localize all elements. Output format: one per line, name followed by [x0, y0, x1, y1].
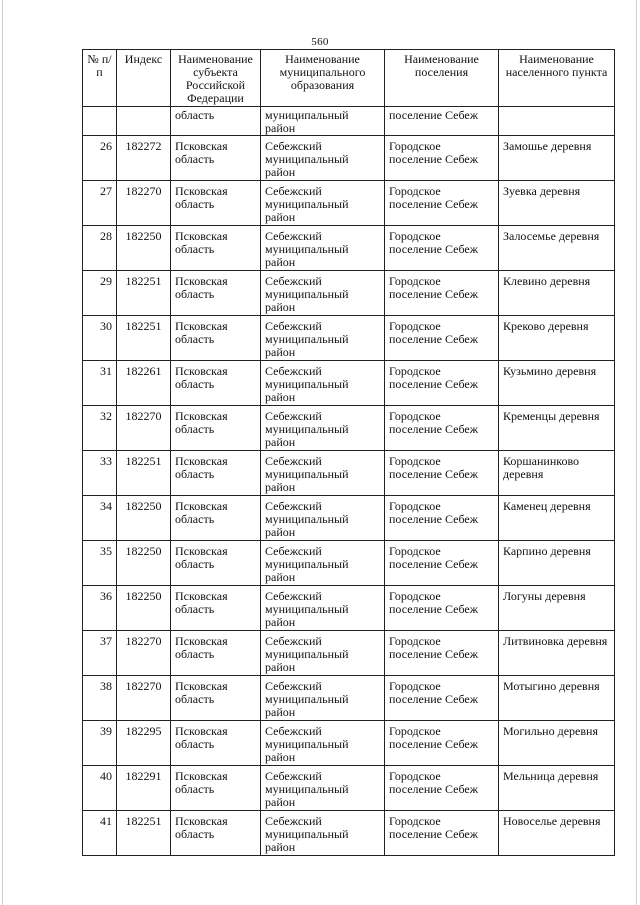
scan-edge-right	[636, 0, 637, 905]
cell-subject: область	[171, 107, 261, 136]
scan-edge-left	[2, 0, 3, 905]
cell-locality: Клевино деревня	[499, 271, 615, 316]
cell-municipal: Себежский муниципальный район	[261, 676, 385, 721]
cell-settlement: Городское поселение Себеж	[385, 676, 499, 721]
table-row	[83, 721, 615, 766]
table-row	[83, 676, 615, 721]
cell-subject: Псковская область	[171, 721, 261, 766]
page-number: 560	[311, 36, 329, 48]
cell-index: 182270	[117, 631, 171, 676]
cell-num: 30	[83, 316, 117, 361]
cell-municipal: Себежский муниципальный район	[261, 316, 385, 361]
cell-index: 182295	[117, 721, 171, 766]
cell-num: 31	[83, 361, 117, 406]
cell-settlement: Городское поселение Себеж	[385, 766, 499, 811]
cell-settlement: Городское поселение Себеж	[385, 181, 499, 226]
table-header	[83, 50, 615, 107]
cell-settlement: поселение Себеж	[385, 107, 499, 136]
table-row	[83, 181, 615, 226]
cell-num: 35	[83, 541, 117, 586]
cell-locality: Новоселье деревня	[499, 811, 615, 856]
cell-index: 182250	[117, 496, 171, 541]
cell-settlement: Городское поселение Себеж	[385, 811, 499, 856]
table-row	[83, 451, 615, 496]
cell-num: 40	[83, 766, 117, 811]
cell-subject: Псковская область	[171, 406, 261, 451]
cell-index: 182251	[117, 811, 171, 856]
cell-num: 39	[83, 721, 117, 766]
cell-index: 182270	[117, 181, 171, 226]
cell-settlement: Городское поселение Себеж	[385, 586, 499, 631]
table-row	[83, 541, 615, 586]
cell-municipal: Себежский муниципальный район	[261, 541, 385, 586]
cell-num: 37	[83, 631, 117, 676]
cell-municipal: Себежский муниципальный район	[261, 451, 385, 496]
cell-index: 182250	[117, 586, 171, 631]
cell-locality: Логуны деревня	[499, 586, 615, 631]
cell-municipal: Себежский муниципальный район	[261, 271, 385, 316]
header-num: № п/п	[83, 50, 117, 107]
cell-subject: Псковская область	[171, 226, 261, 271]
table-row	[83, 766, 615, 811]
cell-subject: Псковская область	[171, 271, 261, 316]
cell-num: 29	[83, 271, 117, 316]
cell-locality: Кузьмино деревня	[499, 361, 615, 406]
cell-settlement: Городское поселение Себеж	[385, 406, 499, 451]
cell-settlement: Городское поселение Себеж	[385, 271, 499, 316]
cell-index: 182250	[117, 541, 171, 586]
cell-index: 182270	[117, 406, 171, 451]
cell-locality: Кременцы деревня	[499, 406, 615, 451]
cell-index: 182270	[117, 676, 171, 721]
table-row	[83, 586, 615, 631]
cell-locality: Каменец деревня	[499, 496, 615, 541]
cell-subject: Псковская область	[171, 181, 261, 226]
cell-subject: Псковская область	[171, 496, 261, 541]
cell-locality: Замошье деревня	[499, 136, 615, 181]
cell-locality: Литвиновка деревня	[499, 631, 615, 676]
cell-index	[117, 107, 171, 136]
settlements-table	[82, 49, 615, 856]
table-row	[83, 406, 615, 451]
cell-locality: Коршанинково деревня	[499, 451, 615, 496]
cell-num	[83, 107, 117, 136]
cell-index: 182272	[117, 136, 171, 181]
header-index: Индекс	[117, 50, 171, 107]
cell-locality: Мотыгино деревня	[499, 676, 615, 721]
header-subject: Наименование субъекта Российской Федерации	[171, 50, 261, 107]
cell-num: 38	[83, 676, 117, 721]
cell-num: 32	[83, 406, 117, 451]
cell-subject: Псковская область	[171, 316, 261, 361]
header-municipal: Наименование муниципального образования	[261, 50, 385, 107]
cell-municipal: муниципальный район	[261, 107, 385, 136]
cell-settlement: Городское поселение Себеж	[385, 316, 499, 361]
cell-municipal: Себежский муниципальный район	[261, 181, 385, 226]
cell-num: 33	[83, 451, 117, 496]
cell-settlement: Городское поселение Себеж	[385, 226, 499, 271]
cell-subject: Псковская область	[171, 586, 261, 631]
cell-municipal: Себежский муниципальный район	[261, 136, 385, 181]
cell-settlement: Городское поселение Себеж	[385, 721, 499, 766]
cell-settlement: Городское поселение Себеж	[385, 496, 499, 541]
cell-num: 26	[83, 136, 117, 181]
cell-subject: Псковская область	[171, 541, 261, 586]
continuation-row	[83, 107, 615, 136]
cell-subject: Псковская область	[171, 766, 261, 811]
cell-municipal: Себежский муниципальный район	[261, 226, 385, 271]
cell-locality: Зуевка деревня	[499, 181, 615, 226]
table-row	[83, 496, 615, 541]
cell-locality: Залосемье деревня	[499, 226, 615, 271]
cell-settlement: Городское поселение Себеж	[385, 136, 499, 181]
table-body	[83, 107, 615, 856]
cell-index: 182251	[117, 316, 171, 361]
cell-subject: Псковская область	[171, 676, 261, 721]
cell-municipal: Себежский муниципальный район	[261, 361, 385, 406]
table-row	[83, 226, 615, 271]
cell-index: 182251	[117, 451, 171, 496]
cell-num: 34	[83, 496, 117, 541]
table-row	[83, 811, 615, 856]
cell-municipal: Себежский муниципальный район	[261, 586, 385, 631]
cell-index: 182261	[117, 361, 171, 406]
cell-num: 28	[83, 226, 117, 271]
cell-settlement: Городское поселение Себеж	[385, 451, 499, 496]
table-row	[83, 271, 615, 316]
cell-municipal: Себежский муниципальный район	[261, 721, 385, 766]
cell-municipal: Себежский муниципальный район	[261, 811, 385, 856]
cell-num: 41	[83, 811, 117, 856]
cell-municipal: Себежский муниципальный район	[261, 496, 385, 541]
cell-municipal: Себежский муниципальный район	[261, 406, 385, 451]
cell-num: 36	[83, 586, 117, 631]
table-row	[83, 361, 615, 406]
cell-subject: Псковская область	[171, 361, 261, 406]
cell-locality: Карпино деревня	[499, 541, 615, 586]
cell-municipal: Себежский муниципальный район	[261, 631, 385, 676]
table-row	[83, 631, 615, 676]
cell-locality: Креково деревня	[499, 316, 615, 361]
cell-subject: Псковская область	[171, 811, 261, 856]
cell-municipal: Себежский муниципальный район	[261, 766, 385, 811]
cell-settlement: Городское поселение Себеж	[385, 361, 499, 406]
cell-index: 182251	[117, 271, 171, 316]
cell-subject: Псковская область	[171, 136, 261, 181]
cell-index: 182291	[117, 766, 171, 811]
cell-subject: Псковская область	[171, 451, 261, 496]
cell-index: 182250	[117, 226, 171, 271]
cell-locality: Мельница деревня	[499, 766, 615, 811]
header-locality: Наименование населенного пункта	[499, 50, 615, 107]
cell-locality: Могильно деревня	[499, 721, 615, 766]
header-row	[83, 50, 615, 107]
header-settlement: Наименование поселения	[385, 50, 499, 107]
cell-settlement: Городское поселение Себеж	[385, 541, 499, 586]
table-row	[83, 136, 615, 181]
cell-num: 27	[83, 181, 117, 226]
cell-locality	[499, 107, 615, 136]
cell-settlement: Городское поселение Себеж	[385, 631, 499, 676]
table-row	[83, 316, 615, 361]
cell-subject: Псковская область	[171, 631, 261, 676]
